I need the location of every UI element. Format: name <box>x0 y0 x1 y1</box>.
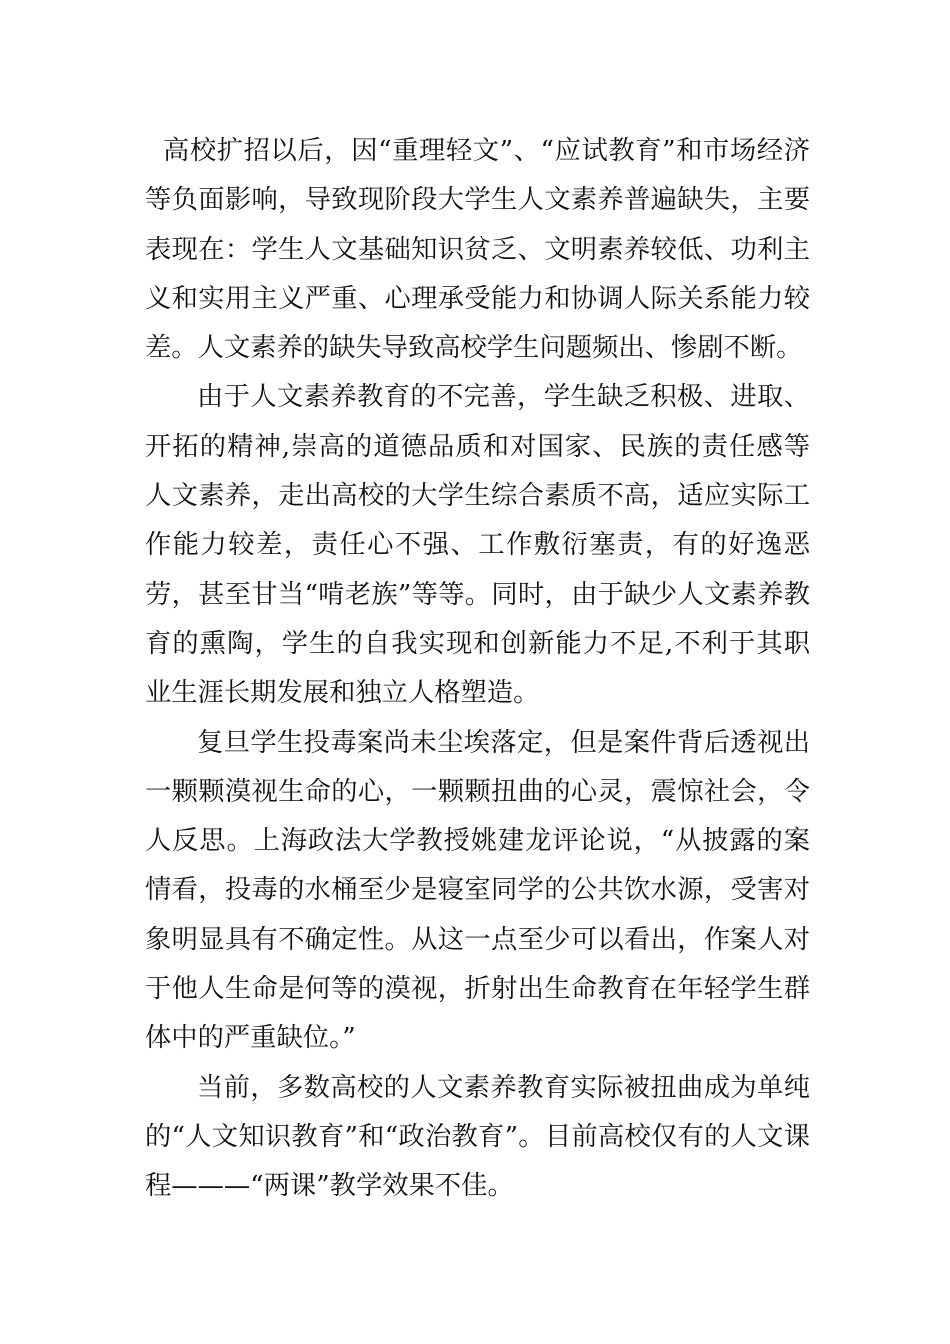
paragraph-1: 高校扩招以后，因“重理轻文”、“应试教育”和市场经济等负面影响，导致现阶段大学生人文素养普遍缺失，主要表现在：学生人文基础知识贫乏、文明素养较低、功利主义和实用主义严重、心理承受能力和协调人际关系能力较差。人文素养的缺失导致高校学生问题频出、惨剧不断。 <box>145 136 810 364</box>
body-text <box>145 127 810 1212</box>
paragraph-2: 由于人文素养教育的不完善，学生缺乏积极、进取、开拓的精神,崇高的道德品质和对国家、民族的责任感等人文素养，走出高校的大学生综合素质不高，适应实际工作能力较差，责任心不强、工作敷衍塞责，有的好逸恶劳，甚至甘当“啃老族”等等。同时，由于缺少人文素养教育的熏陶，学生的自我实现和创新能力不足,不利于其职业生涯长期发展和独立人格塑造。 <box>145 382 810 709</box>
paragraph-3: 复旦学生投毒案尚未尘埃落定，但是案件背后透视出一颗颗漠视生命的心，一颗颗扭曲的心灵，震惊社会，令人反思。上海政法大学教授姚建龙评论说，“从披露的案情看，投毒的水桶至少是寝室同学的公共饮水源，受害对象明显具有不确定性。从这一点至少可以看出，作案人对于他人生命是何等的漠视，折射出生命教育在年轻学生群体中的严重缺位。” <box>145 727 810 1054</box>
paragraph-4: 当前，多数高校的人文素养教育实际被扭曲成为单纯的“人文知识教育”和“政治教育”。目前高校仅有的人文课程———“两课”教学效果不佳。 <box>145 1072 810 1202</box>
